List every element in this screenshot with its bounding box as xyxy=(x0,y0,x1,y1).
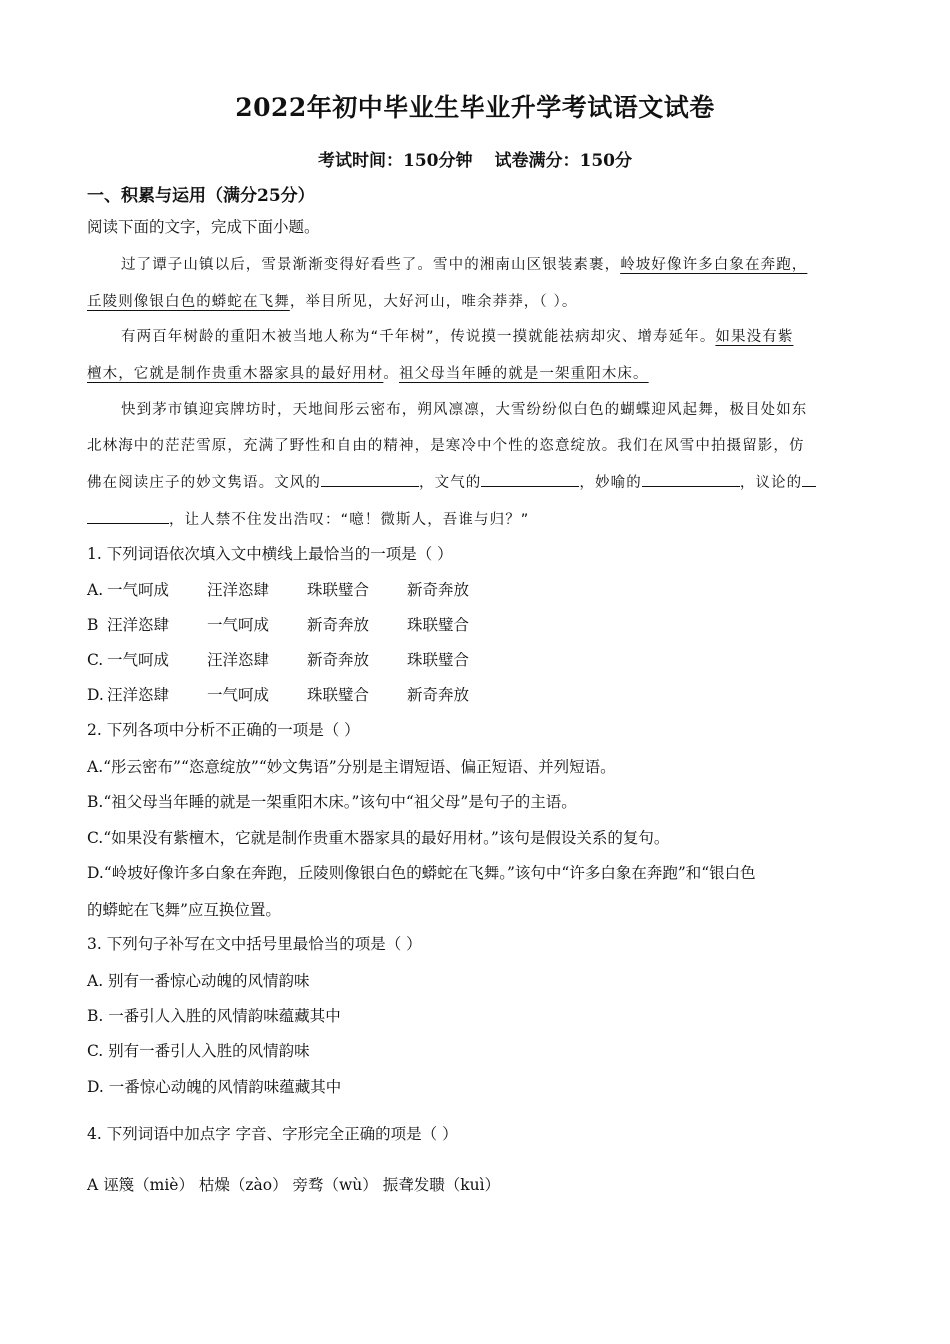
underlined-sentence: 丘陵则像银白色的蟒蛇在飞舞 xyxy=(87,294,290,310)
answer-option: A.“彤云密布”“恣意绽放”“妙文隽语”分别是主谓短语、偏正短语、并列短语。 xyxy=(87,758,616,776)
passage-line: 有两百年树龄的重阳木被当地人称为“千年树”，传说摸一摸就能祛病却灾、增寿延年。如果没有紫 xyxy=(121,329,794,345)
answer-option: B 汪洋恣肆 一气呵成 新奇奔放 珠联璧合 xyxy=(87,616,470,634)
answer-blank xyxy=(481,471,579,487)
passage-line: 北林海中的茫茫雪原，充满了野性和自由的精神，是寒冷中个性的恣意绽放。我们在风雪中拍摄留影，仿 xyxy=(87,438,805,454)
answer-option: 的蟒蛇在飞舞”应互换位置。 xyxy=(87,901,281,919)
answer-option: C.“如果没有紫檀木，它就是制作贵重木器家具的最好用材。”该句是假设关系的复句。 xyxy=(87,829,670,847)
passage-line: 过了谭子山镇以后，雪景渐渐变得好看些了。雪中的湘南山区银装素裹，岭坡好像许多白象在奔跑， xyxy=(121,257,808,273)
passage-line: 佛在阅读庄子的妙文隽语。文风的 ，文气的 ，妙喻的 ，议论的 xyxy=(87,471,863,495)
answer-blank xyxy=(87,508,169,524)
answer-option: A. 别有一番惊心动魄的风情韵味 xyxy=(87,972,310,990)
underlined-sentence: 祖父母当年睡的就是一架重阳木床。 xyxy=(399,366,649,382)
passage-line: 檀木，它就是制作贵重木器家具的最好用材。祖父母当年睡的就是一架重阳木床。 xyxy=(87,366,649,382)
passage-line: 快到茅市镇迎宾牌坊时，天地间彤云密布，朔风凛凛，大雪纷纷似白色的蝴蝶迎风起舞，极目处如东 xyxy=(121,402,808,418)
answer-option: D. 汪洋恣肆 一气呵成 珠联璧合 新奇奔放 xyxy=(87,686,470,704)
passage-line: 丘陵则像银白色的蟒蛇在飞舞，举目所见，大好河山，唯余莽莽，（ ）。 xyxy=(87,294,578,310)
answer-option: B. 一番引人入胜的风情韵味蕴藏其中 xyxy=(87,1007,341,1025)
underlined-sentence: 岭坡好像许多白象在奔跑， xyxy=(620,257,808,273)
underlined-sentence: 如果没有紫 xyxy=(715,329,794,345)
answer-option: A. 一气呵成 汪洋恣肆 珠联璧合 新奇奔放 xyxy=(87,581,470,599)
question-stem: 2. 下列各项中分析不正确的一项是（ ） xyxy=(87,721,360,739)
answer-option: D. 一番惊心动魄的风情韵味蕴藏其中 xyxy=(87,1078,342,1096)
exam-title: 2022年初中毕业生毕业升学考试语文试卷 xyxy=(235,93,715,122)
reading-instruction: 阅读下面的文字，完成下面小题。 xyxy=(87,218,320,236)
question-stem: 4. 下列词语中加点字 字音、字形完全正确的项是（ ） xyxy=(87,1125,458,1143)
exam-total-score: 试卷满分：150分 xyxy=(494,151,632,171)
question-stem: 3. 下列句子补写在文中括号里最恰当的项是（ ） xyxy=(87,935,422,953)
passage-line: ，让人禁不住发出浩叹：“噫！微斯人，吾谁与归？” xyxy=(87,508,863,532)
answer-option: C. 别有一番引人入胜的风情韵味 xyxy=(87,1042,310,1060)
answer-option: D.“岭坡好像许多白象在奔跑，丘陵则像银白色的蟒蛇在飞舞。”该句中“许多白象在奔跑”和“银白色 xyxy=(87,864,756,882)
exam-time: 考试时间：150分钟 xyxy=(318,151,473,171)
answer-option: A 诬篾（miè） 枯燥（zào） 旁骛（wù） 振聋发聩（kuì） xyxy=(87,1176,501,1194)
answer-option: B.“祖父母当年睡的就是一架重阳木床。”该句中“祖父母”是句子的主语。 xyxy=(87,793,577,811)
answer-option: C. 一气呵成 汪洋恣肆 新奇奔放 珠联璧合 xyxy=(87,651,470,669)
answer-blank xyxy=(802,471,816,487)
answer-blank xyxy=(321,471,419,487)
exam-subtitle xyxy=(0,146,950,171)
question-stem: 1. 下列词语依次填入文中横线上最恰当的一项是（ ） xyxy=(87,545,453,563)
underlined-sentence: 檀木，它就是制作贵重木器家具的最好用材 xyxy=(87,366,384,382)
section-heading: 一、积累与运用（满分25分） xyxy=(87,186,315,206)
answer-blank xyxy=(642,471,740,487)
